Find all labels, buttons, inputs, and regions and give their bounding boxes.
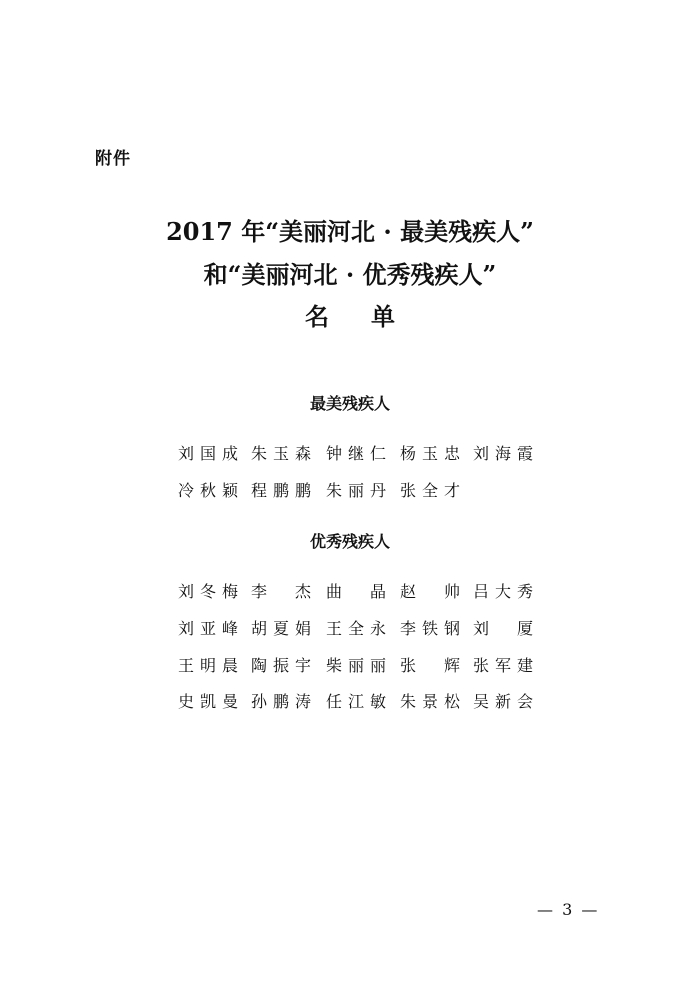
attachment-label: 附件 — [95, 149, 131, 169]
person-name: 冷秋颖 — [178, 481, 238, 500]
person-name: 张军建 — [473, 656, 533, 675]
person-name: 刘厦 — [473, 619, 533, 638]
name-row — [178, 478, 538, 500]
person-name: 胡夏娟 — [251, 619, 311, 638]
person-name: 刘亚峰 — [178, 619, 238, 638]
person-name: 吴新会 — [473, 692, 533, 711]
person-name: 王明晨 — [178, 656, 238, 675]
page-number: — 3 — — [537, 900, 600, 919]
person-name: 朱丽丹 — [326, 481, 386, 500]
person-name: 赵帅 — [400, 582, 460, 601]
person-name: 李杰 — [251, 582, 311, 601]
person-name: 刘冬梅 — [178, 582, 238, 601]
document-title-line-1: 2017 年“美丽河北 · 最美残疾人” — [166, 217, 534, 246]
person-name: 张全才 — [400, 481, 460, 500]
person-name: 朱玉森 — [251, 444, 311, 463]
document-title-line-3: 名单 — [305, 302, 437, 331]
name-row — [178, 689, 538, 711]
person-name: 李铁钢 — [400, 619, 460, 638]
person-name: 柴丽丽 — [326, 656, 386, 675]
person-name: 朱景松 — [400, 692, 460, 711]
person-name: 程鹏鹏 — [251, 481, 311, 500]
person-name: 曲晶 — [326, 582, 386, 601]
person-name: 刘海霞 — [473, 444, 533, 463]
name-row — [178, 579, 538, 601]
name-row — [178, 441, 538, 463]
person-name: 吕大秀 — [473, 582, 533, 601]
section-heading-outstanding: 优秀残疾人 — [309, 532, 390, 551]
document-title-line-2: 和“美丽河北 · 优秀残疾人” — [203, 260, 497, 289]
person-name: 孙鹏涛 — [251, 692, 311, 711]
person-name: 钟继仁 — [326, 444, 386, 463]
person-name: 张辉 — [400, 656, 460, 675]
person-name: 陶振宇 — [251, 656, 311, 675]
person-name: 杨玉忠 — [400, 444, 460, 463]
person-name: 王全永 — [326, 619, 386, 638]
person-name: 任江敏 — [326, 692, 386, 711]
section-heading-most-beautiful: 最美残疾人 — [309, 394, 390, 413]
person-name: 史凯曼 — [178, 692, 238, 711]
person-name: 刘国成 — [178, 444, 238, 463]
name-row — [178, 653, 538, 675]
name-row — [178, 616, 538, 638]
